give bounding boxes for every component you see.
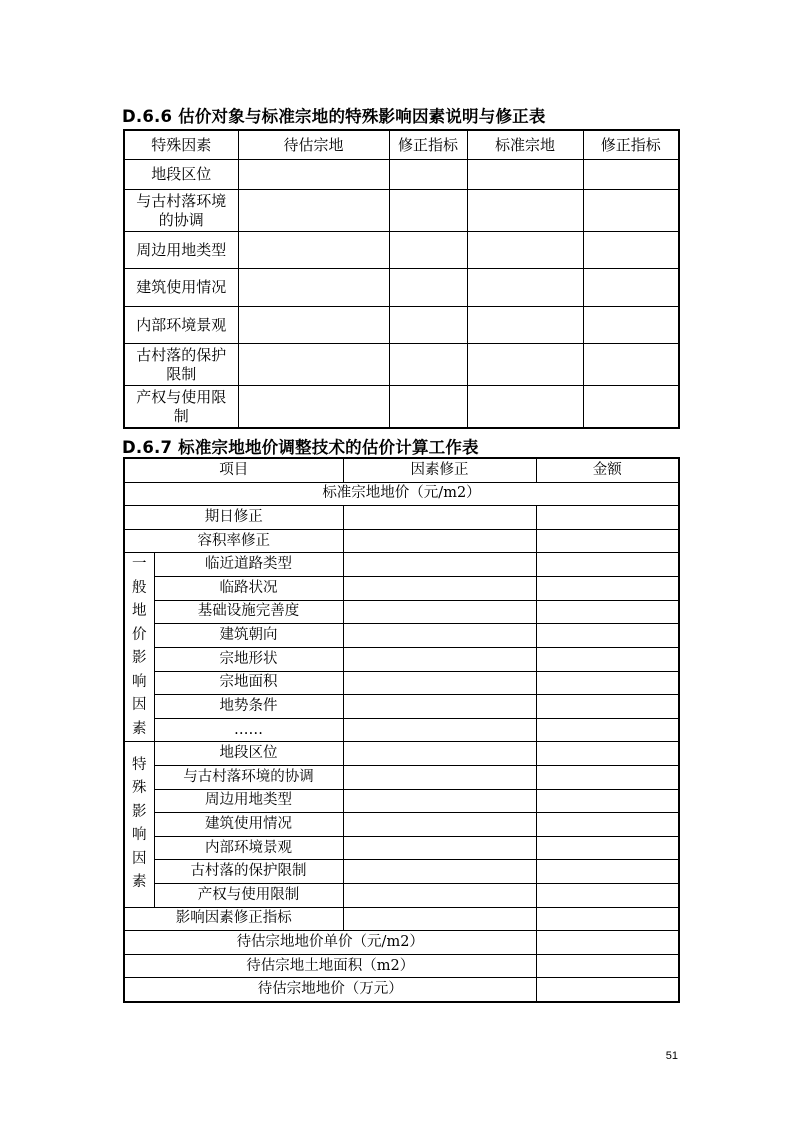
factor-name-cell: 周边用地类型: [124, 232, 238, 269]
empty-cell: [536, 883, 679, 907]
table1-data-cell: [238, 386, 389, 429]
table1-header-cell: 待估宗地: [238, 130, 389, 160]
empty-cell: [536, 907, 679, 931]
empty-cell: [536, 954, 679, 978]
table1-data-cell: [583, 160, 679, 190]
general-factor-row: [124, 553, 679, 577]
general-factors-group-label: 一 般 地 价 影 响 因 素: [124, 553, 154, 742]
empty-cell: [343, 836, 536, 860]
table1-data-cell: [238, 232, 389, 269]
empty-cell: [343, 907, 536, 931]
table1-data-cell: [583, 190, 679, 232]
header-item: 项目: [124, 458, 343, 482]
empty-cell: [343, 529, 536, 553]
factor-name-cell: 产权与使用限制: [124, 386, 238, 429]
empty-cell: [536, 742, 679, 766]
land-area-row: [124, 954, 679, 978]
table2-title: D.6.7 标准宗地地价调整技术的估价计算工作表: [122, 438, 479, 457]
empty-cell: [343, 813, 536, 837]
empty-cell: [343, 860, 536, 884]
special-factor-name: 周边用地类型: [154, 789, 343, 813]
empty-cell: [536, 553, 679, 577]
general-factor-row: [124, 577, 679, 601]
table1-row: [124, 344, 679, 386]
table1-data-cell: [238, 160, 389, 190]
far-correction-label: 容积率修正: [124, 529, 343, 553]
table1-row: [124, 232, 679, 269]
special-factor-name: 产权与使用限制: [154, 883, 343, 907]
table1-data-cell: [389, 307, 467, 344]
table1-data-cell: [583, 386, 679, 429]
factor-name-cell: 内部环境景观: [124, 307, 238, 344]
table1-header-cell: 修正指标: [583, 130, 679, 160]
unit-price-row: [124, 931, 679, 955]
table1-row: [124, 269, 679, 307]
empty-cell: [536, 718, 679, 742]
empty-cell: [536, 577, 679, 601]
general-factor-row: [124, 695, 679, 719]
empty-cell: [536, 624, 679, 648]
general-factor-row: [124, 600, 679, 624]
empty-cell: [536, 978, 679, 1002]
correction-index-row: [124, 907, 679, 931]
empty-cell: [343, 718, 536, 742]
empty-cell: [343, 695, 536, 719]
empty-cell: [343, 553, 536, 577]
empty-cell: [343, 600, 536, 624]
empty-cell: [343, 742, 536, 766]
table1-header-cell: 特殊因素: [124, 130, 238, 160]
empty-cell: [536, 765, 679, 789]
empty-cell: [343, 577, 536, 601]
unit-price-label: 待估宗地地价单价（元/m2）: [124, 931, 536, 955]
special-factors-correction-table: [123, 129, 680, 429]
date-correction-row: [124, 506, 679, 530]
general-factor-name: 临近道路类型: [154, 553, 343, 577]
table1-data-cell: [467, 160, 583, 190]
table1-data-cell: [467, 190, 583, 232]
table1-header-cell: 修正指标: [389, 130, 467, 160]
special-factor-row: [124, 789, 679, 813]
special-factor-name: 地段区位: [154, 742, 343, 766]
base-price-label: 标准宗地地价（元/m2）: [124, 482, 679, 506]
special-factor-name: 与古村落环境的协调: [154, 765, 343, 789]
header-amount: 金额: [536, 458, 679, 482]
special-factor-row: [124, 742, 679, 766]
page-number: 51: [665, 1050, 678, 1062]
special-factor-row: [124, 836, 679, 860]
general-factor-row: [124, 671, 679, 695]
table1-header-row: [124, 130, 679, 160]
table1-data-cell: [583, 307, 679, 344]
table1-header-cell: 标准宗地: [467, 130, 583, 160]
table1-data-cell: [238, 269, 389, 307]
standard-land-price-worksheet: [123, 457, 680, 1003]
empty-cell: [536, 647, 679, 671]
empty-cell: [536, 789, 679, 813]
land-area-label: 待估宗地土地面积（m2）: [124, 954, 536, 978]
table1-data-cell: [389, 344, 467, 386]
table1-data-cell: [238, 190, 389, 232]
special-factor-name: 内部环境景观: [154, 836, 343, 860]
empty-cell: [343, 647, 536, 671]
special-factor-row: [124, 860, 679, 884]
table1-data-cell: [389, 269, 467, 307]
empty-cell: [343, 789, 536, 813]
general-factor-name: 建筑朝向: [154, 624, 343, 648]
empty-cell: [343, 624, 536, 648]
table1-row: [124, 386, 679, 429]
table1-data-cell: [583, 344, 679, 386]
special-factor-name: 建筑使用情况: [154, 813, 343, 837]
correction-index-label: 影响因素修正指标: [124, 907, 343, 931]
total-price-label: 待估宗地地价（万元）: [124, 978, 536, 1002]
general-factor-name: 临路状况: [154, 577, 343, 601]
general-factor-row: [124, 647, 679, 671]
header-factor-correction: 因素修正: [343, 458, 536, 482]
empty-cell: [343, 506, 536, 530]
empty-cell: [536, 695, 679, 719]
empty-cell: [343, 883, 536, 907]
base-price-row: [124, 482, 679, 506]
factor-name-cell: 地段区位: [124, 160, 238, 190]
table1-row: [124, 190, 679, 232]
empty-cell: [536, 931, 679, 955]
table1-data-cell: [389, 190, 467, 232]
empty-cell: [536, 860, 679, 884]
general-factor-name: 地势条件: [154, 695, 343, 719]
general-factor-row: [124, 718, 679, 742]
empty-cell: [343, 765, 536, 789]
table2-header-row: [124, 458, 679, 482]
factor-name-cell: 古村落的保护限制: [124, 344, 238, 386]
table1-data-cell: [583, 269, 679, 307]
far-correction-row: [124, 529, 679, 553]
table1-data-cell: [389, 160, 467, 190]
table1-data-cell: [467, 232, 583, 269]
empty-cell: [536, 813, 679, 837]
empty-cell: [536, 506, 679, 530]
special-factor-row: [124, 813, 679, 837]
total-price-row: [124, 978, 679, 1002]
general-factor-row: [124, 624, 679, 648]
special-factor-row: [124, 765, 679, 789]
special-factor-name: 古村落的保护限制: [154, 860, 343, 884]
table1-data-cell: [467, 344, 583, 386]
factor-name-cell: 建筑使用情况: [124, 269, 238, 307]
table1-data-cell: [583, 232, 679, 269]
table1-data-cell: [467, 307, 583, 344]
special-factors-group-label: 特 殊 影 响 因 素: [124, 742, 154, 907]
table1-data-cell: [467, 269, 583, 307]
general-factor-name: 宗地面积: [154, 671, 343, 695]
empty-cell: [536, 600, 679, 624]
general-factor-name: 基础设施完善度: [154, 600, 343, 624]
general-factor-name: ……: [154, 718, 343, 742]
table1-title: D.6.6 估价对象与标准宗地的特殊影响因素说明与修正表: [122, 107, 546, 126]
table1-data-cell: [389, 232, 467, 269]
general-factor-name: 宗地形状: [154, 647, 343, 671]
table1-row: [124, 160, 679, 190]
special-factor-row: [124, 883, 679, 907]
empty-cell: [536, 836, 679, 860]
table1-row: [124, 307, 679, 344]
factor-name-cell: 与古村落环境的协调: [124, 190, 238, 232]
date-correction-label: 期日修正: [124, 506, 343, 530]
empty-cell: [536, 671, 679, 695]
empty-cell: [343, 671, 536, 695]
table1-data-cell: [238, 307, 389, 344]
table1-data-cell: [238, 344, 389, 386]
table1-data-cell: [467, 386, 583, 429]
empty-cell: [536, 529, 679, 553]
table1-data-cell: [389, 386, 467, 429]
